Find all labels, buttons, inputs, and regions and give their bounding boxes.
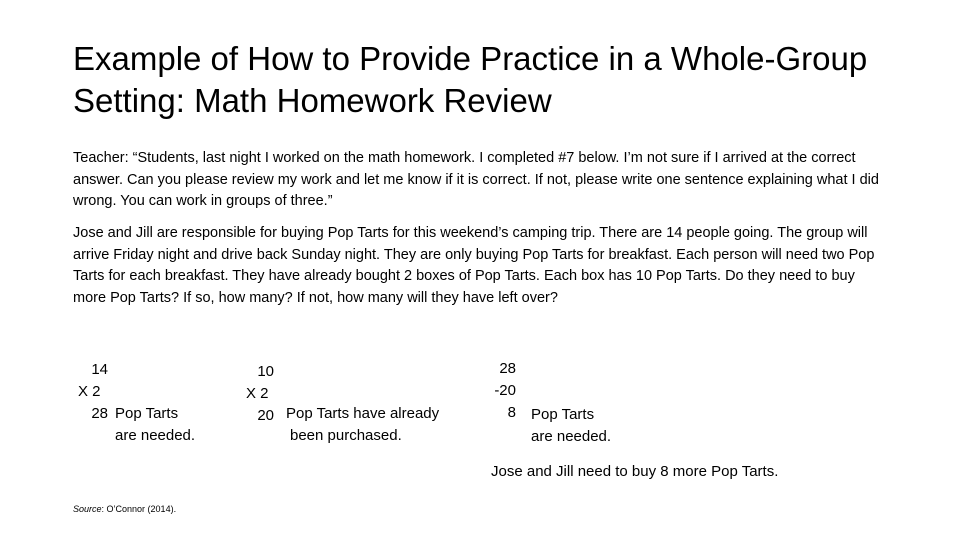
calc3-result: 8 [507, 404, 516, 421]
calculation-subtract [486, 358, 516, 424]
calc3-note-line2: are needed. [531, 428, 612, 445]
calc2-note-line2: been purchased. [290, 427, 402, 444]
calculation-multiply-people [78, 359, 108, 425]
teacher-prompt: Teacher: “Students, last night I worked on the math homework. I completed #7 below. I’m not sure if I arrived at the correct answer. Can you please review my work and let me know if it is correct. If not, please write one sentence explaining what I did wrong. You can work in groups of three.” [73, 150, 879, 209]
source-citation [73, 503, 176, 515]
calc1-note-line2: are needed. [115, 427, 196, 444]
calc1-operator-line: X 2 [78, 383, 101, 400]
calc1-top-number: 14 [91, 361, 108, 378]
source-label: Source [73, 504, 102, 514]
slide-title: Example of How to Provide Practice in a Whole-Group Setting: Math Homework Review [73, 40, 868, 119]
calc1-note-line1: Pop Tarts [115, 405, 179, 422]
calc3-top-number: 28 [499, 360, 516, 377]
answer-conclusion: Jose and Jill need to buy 8 more Pop Tarts. [491, 463, 779, 480]
calc2-top-number: 10 [257, 363, 274, 380]
calc1-result: 28 [91, 405, 108, 422]
source-text: : O’Connor (2014). [101, 504, 177, 514]
word-problem: Jose and Jill are responsible for buying Pop Tarts for this weekend’s camping trip. There are 14 people going. The group will arrive Friday night and drive back Sunday night. They are only buying Pop Tarts for breakfast. Each person will need two Pop Tarts for each breakfast. They have already bought 2 boxes of Pop Tarts. Each box has 10 Pop Tarts. Do they need to buy more Pop Tarts? If so, how many? If not, how many will they have left over? [73, 225, 875, 306]
calc2-operator-line: X 2 [246, 385, 269, 402]
calc2-result: 20 [257, 407, 274, 424]
calculation-multiply-boxes [246, 361, 274, 427]
calc2-note-line1: Pop Tarts have already [286, 405, 440, 422]
calc3-note-line1: Pop Tarts [531, 406, 595, 423]
calc3-operator-line: -20 [494, 382, 516, 399]
